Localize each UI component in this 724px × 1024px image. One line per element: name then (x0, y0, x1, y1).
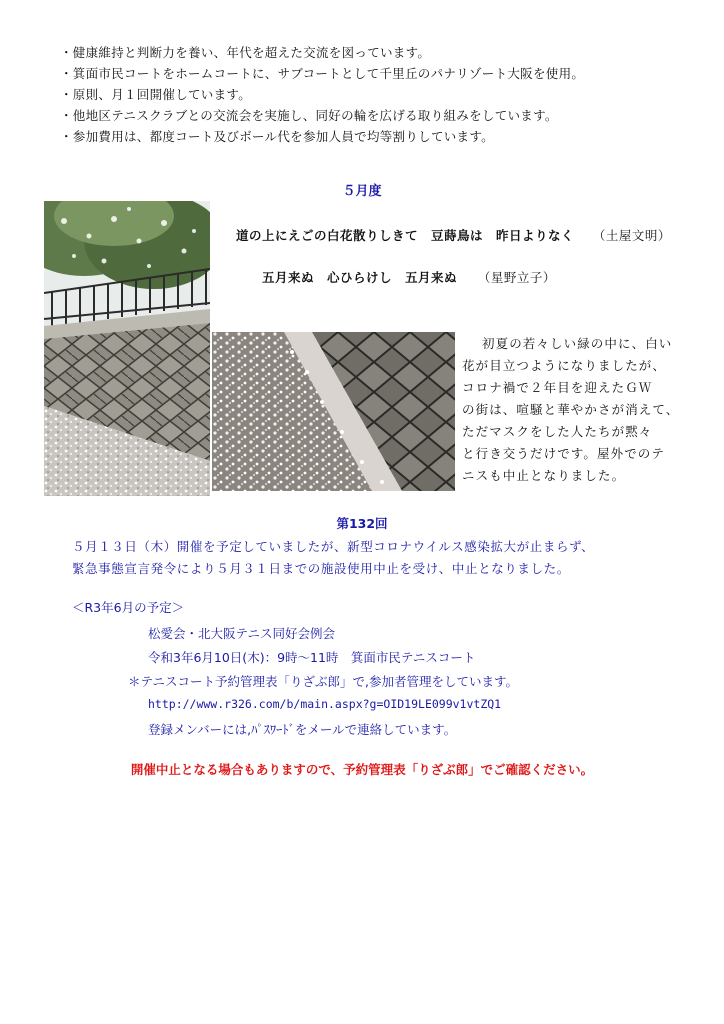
notice-line: 緊急事態宣言発令により５月３１日までの施設使用中止を受け、中止となりました。 (72, 561, 570, 576)
petal-gutter-photo (212, 332, 455, 491)
intro-bullet-list (60, 42, 700, 147)
paragraph-line: 初夏の若々しい緑の中に、白い (482, 336, 673, 351)
booking-note: ＊テニスコート予約管理表「りざぶ郎」で,参加者管理をしています。 (128, 674, 518, 689)
schedule-event: 松愛会・北大阪テニス同好会例会 (148, 626, 336, 641)
haiku-author: （土屋文明） (592, 228, 671, 243)
cancellation-warning: 開催中止となる場合もありますので、予約管理表「りざぶ郎」でご確認ください。 (130, 762, 594, 777)
reservation-link[interactable]: http://www.r326.com/b/main.aspx?g=OID19LE099v1vtZQ1 (148, 697, 502, 711)
haiku-text: 道の上にえごの白花散りしきて 豆蒔鳥は 昨日よりなく (236, 228, 575, 243)
tree-wall-photo (44, 201, 210, 496)
bullet-item: ・他地区テニスクラブとの交流会を実施し、同好の輪を広げる取り組みをしています。 (60, 108, 558, 123)
haiku-author: （星野立子） (477, 270, 556, 285)
paragraph-line: ただマスクをした人たちが黙々 (462, 424, 653, 439)
schedule-title: ＜R3年6月の予定＞ (72, 600, 185, 615)
haiku-hoshino (262, 268, 556, 286)
bullet-item: ・健康維持と判断力を養い、年代を超えた交流を図っています。 (60, 45, 431, 60)
bullet-item: ・原則、月１回開催しています。 (60, 87, 252, 102)
paragraph-line: ニスも中止となりました。 (462, 468, 626, 483)
haiku-tsuchiya (236, 226, 671, 244)
may-description (462, 333, 702, 487)
bullet-item: ・箕面市民コートをホームコートに、サブコートとして千里丘のパナリゾート大阪を使用。 (60, 66, 585, 81)
schedule-datetime: 令和3年6月10日(木)：9時～11時 箕面市民テニスコート (148, 650, 476, 665)
notice-line: ５月１３日（木）開催を予定していましたが、新型コロナウイルス感染拡大が止まらず、 (72, 539, 595, 554)
paragraph-line: 花が目立つようになりましたが、 (462, 358, 667, 373)
bullet-item: ・参加費用は、都度コート及びボール代を参加人員で均等割りしています。 (60, 129, 494, 144)
paragraph-line: の街は、喧騒と華やかさが消えて、 (462, 402, 680, 417)
paragraph-line: コロナ禍で２年目を迎えたＧＷ (462, 380, 653, 395)
haiku-text: 五月来ぬ 心ひらけし 五月来ぬ (262, 270, 458, 285)
cancellation-notice (72, 536, 594, 580)
month-heading: ５月度 (342, 184, 382, 199)
paragraph-line: と行き交うだけです。屋外でのテ (462, 446, 666, 461)
meeting-number: 第132回 (336, 516, 388, 531)
password-note: 登録メンバーには,ﾊﾟｽﾜｰﾄﾞをメールで連絡しています。 (148, 722, 457, 737)
